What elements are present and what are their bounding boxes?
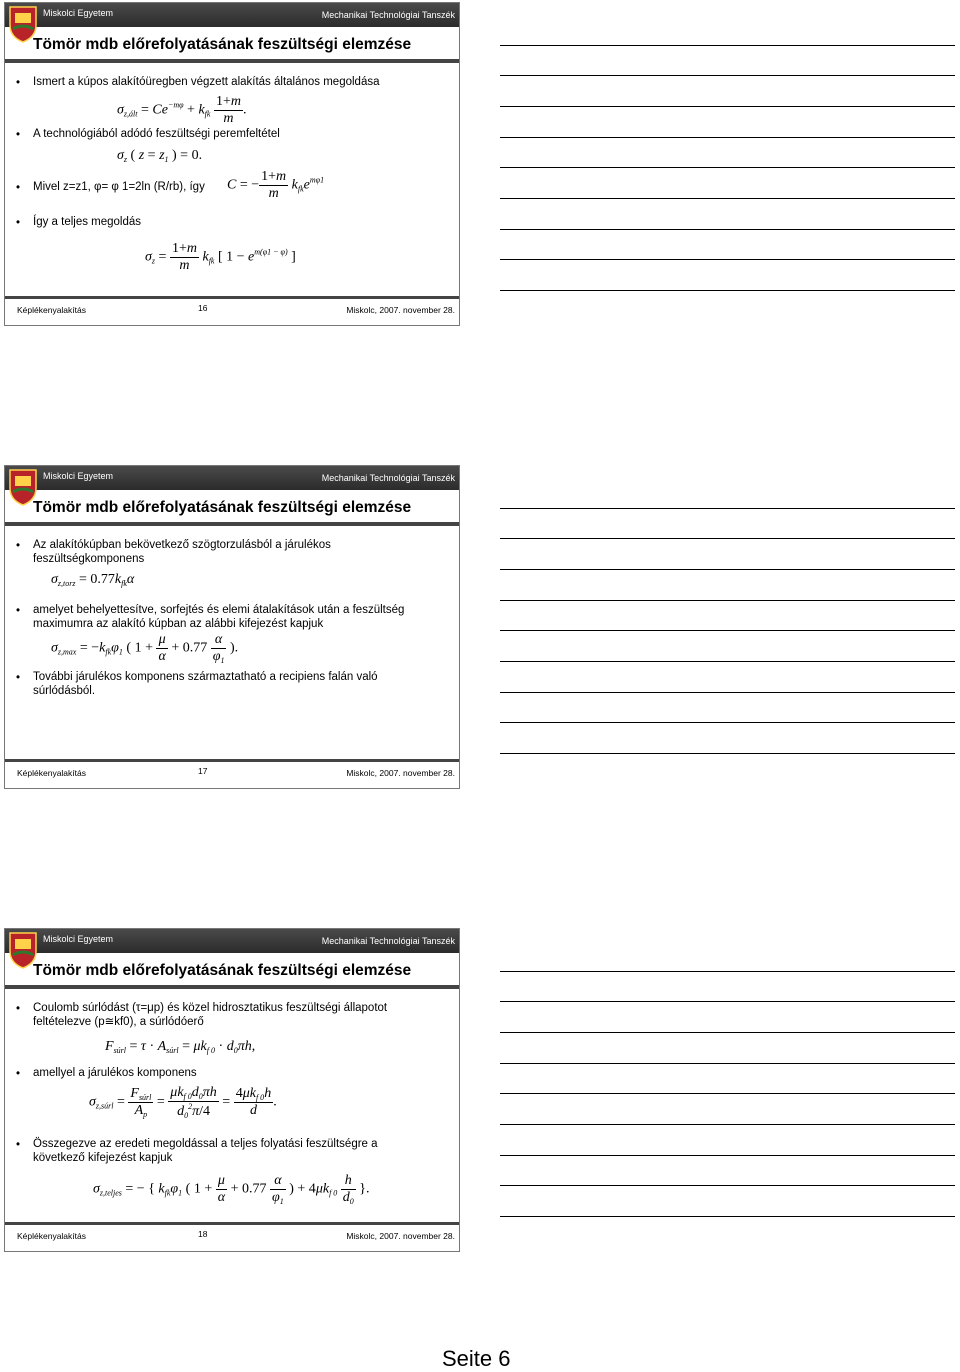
equation-friction-component: $\sigma_{z,súrl}$ = $\frac{F_{súrl}}{A_p}$ = $\frac{\mu k_{f 0}d_0\pi h}{d_0^2\pi/4}$ = $\frac{4\mu k_{f 0}h}{d}$ . [89,1085,277,1120]
bullet-marker: • [16,217,21,229]
bullet-text: Ismert a kúpos alakítóüregben végzett alakítás általános megoldása [33,76,380,88]
equation-friction-force: $F_{súrl} = \tau \cdot A_{súrl} = \mu k_{f 0} \cdot d_0\pi h$, [105,1039,256,1055]
equation-max-stress: $\sigma_{z,max} = -k_{fk}\varphi_1$ ( 1 + $\frac{\mu}{\alpha}$ + 0.77 $\frac{\alpha}{\varphi_1}$ ). [51,632,239,665]
slide-title: Tömör mdb előrefolyatásának feszültségi elemzése [33,36,412,53]
bullet-marker: • [16,672,21,684]
bullet-marker: • [16,182,21,194]
equation-total-stress: $\sigma_{z,teljes}$ = − { $k_{fk}\varphi_1$ ( 1 + $\frac{\mu}{\alpha}$ + 0.77 $\frac{\alpha}{\varphi_1}$ ) + $4\mu k_{f 0}$ $\frac{h}{d_0}$ }. [93,1173,370,1206]
footer-date: Miskolc, 2007. november 28. [346,768,455,778]
footer-rule [5,759,459,762]
equation-torsion-component: $\sigma_{z,torz} = 0.77k_{fk}\alpha$ [51,572,135,588]
bullet-marker: • [16,1068,21,1080]
university-name: Miskolci Egyetem [43,471,114,481]
bullet-text: amellyel a járulékos komponens [33,1067,197,1079]
title-rule [5,59,459,63]
slide-17 [4,465,460,789]
slide-number: 18 [198,1229,208,1239]
slide-title: Tömör mdb előrefolyatásának feszültségi elemzése [33,962,412,979]
bullet-text: Az alakítókúpban bekövetkező szögtorzulásból a járulékos feszültségkomponens [33,539,331,565]
bullet-text: Mivel z=z1, φ= φ 1=2ln (R/rb), így [33,181,205,193]
department-name: Mechanikai Technológiai Tanszék [321,473,455,483]
department-name: Mechanikai Technológiai Tanszék [321,936,455,946]
bullet-marker: • [16,77,21,89]
page-number: Seite 6 [442,1346,511,1371]
slide-16 [4,2,460,326]
bullet-text: Coulomb súrlódást (τ=μp) és közel hidrosztatikus feszültségi állapotot feltételezve (p≅kf0), a súrlódóerő [33,1002,388,1028]
bullet-text: Összegezve az eredeti megoldással a teljes folyatási feszültségre a következő kifejezést kapjuk [33,1138,378,1164]
equation-boundary-condition: $\sigma_z$ ( $z = z_1$ ) = 0. [117,148,203,164]
equation-constant-c: C = − $\frac{1+m}{m}$ $k_{fk}e^{m\varphi 1}$ [227,169,325,201]
bullet-text: A technológiából adódó feszültségi peremfeltétel [33,128,280,140]
bullet-marker: • [16,605,21,617]
bullet-text: amelyet behelyettesítve, sorfejtés és elemi átalakítások után a feszültség maximumra az alakító kúpban az alábbi kifejezést kapjuk [33,604,405,630]
bullet-marker: • [16,540,21,552]
footer-rule [5,1222,459,1225]
title-rule [5,522,459,526]
slide-number: 17 [198,766,208,776]
university-name: Miskolci Egyetem [43,8,114,18]
footer-course: Képlékenyalakítás [17,768,86,778]
equation-full-solution: $\sigma_z$ = $\frac{1+m}{m}$ $k_{fk}$ [ $1 - e^{m(\varphi 1 - \varphi)}$ ] [145,241,296,273]
bullet-text: További járulékos komponens származtatható a recipiens falán való súrlódásból. [33,671,378,697]
footer-course: Képlékenyalakítás [17,305,86,315]
slide-title: Tömör mdb előrefolyatásának feszültségi elemzése [33,499,412,516]
bullet-marker: • [16,1139,21,1151]
bullet-marker: • [16,1003,21,1015]
footer-date: Miskolc, 2007. november 28. [346,1231,455,1241]
footer-course: Képlékenyalakítás [17,1231,86,1241]
slide-18 [4,928,460,1252]
university-name: Miskolci Egyetem [43,934,114,944]
slide-number: 16 [198,303,208,313]
bullet-text: Így a teljes megoldás [33,216,142,228]
footer-rule [5,296,459,299]
title-rule [5,985,459,989]
department-name: Mechanikai Technológiai Tanszék [321,10,455,20]
bullet-marker: • [16,129,21,141]
equation-general-solution: $\sigma_{z,ált} = Ce^{-m\varphi} + k_{fk}$ $\frac{1+m}{m}$ . [117,94,247,126]
footer-date: Miskolc, 2007. november 28. [346,305,455,315]
